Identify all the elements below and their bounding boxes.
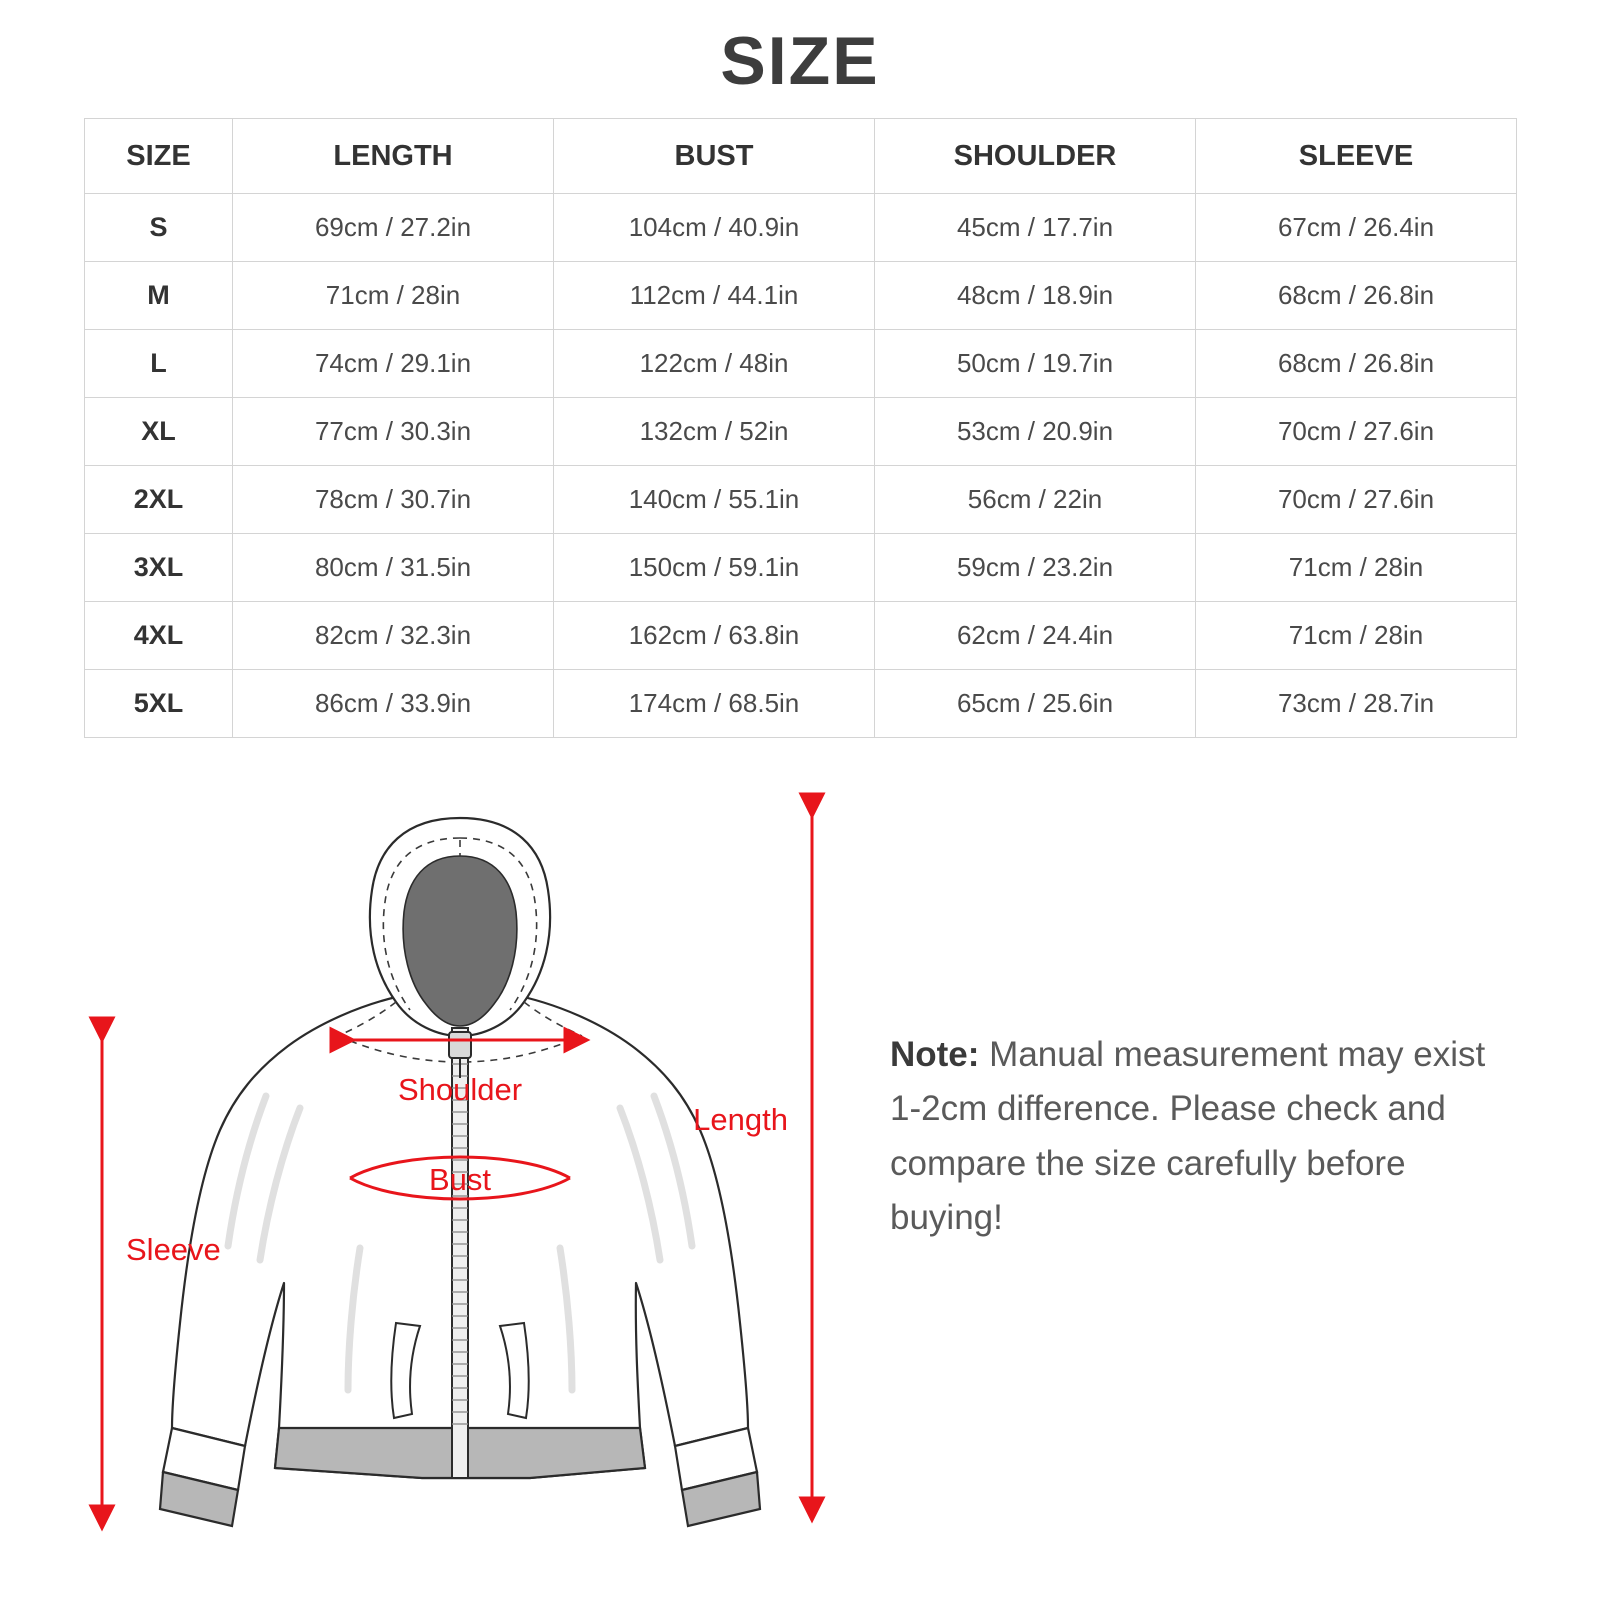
- label-shoulder: Shoulder: [397, 1072, 523, 1107]
- note-text: [890, 1028, 1520, 1245]
- cell-shoulder: 56cm / 22in: [875, 466, 1196, 534]
- cell-sleeve: 68cm / 26.8in: [1196, 262, 1517, 330]
- cell-sleeve: 70cm / 27.6in: [1196, 398, 1517, 466]
- cell-bust: 174cm / 68.5in: [554, 670, 875, 738]
- table-header-row: [85, 119, 1517, 194]
- cell-length: 86cm / 33.9in: [233, 670, 554, 738]
- measurement-guide-section: [0, 778, 1600, 1578]
- cell-sleeve: 71cm / 28in: [1196, 534, 1517, 602]
- note-prefix: Note:: [890, 1035, 980, 1074]
- cell-bust: 132cm / 52in: [554, 398, 875, 466]
- note-body: Manual measurement may exist 1-2cm difference. Please check and compare the size carefully before buying!: [890, 1035, 1486, 1237]
- table-row: [85, 398, 1517, 466]
- table-row: [85, 466, 1517, 534]
- column-header-bust: BUST: [554, 119, 875, 194]
- cell-size: L: [85, 330, 233, 398]
- table-row: [85, 534, 1517, 602]
- table-row: [85, 602, 1517, 670]
- cell-shoulder: 62cm / 24.4in: [875, 602, 1196, 670]
- cell-bust: 122cm / 48in: [554, 330, 875, 398]
- cell-size: 4XL: [85, 602, 233, 670]
- cell-shoulder: 50cm / 19.7in: [875, 330, 1196, 398]
- cell-bust: 112cm / 44.1in: [554, 262, 875, 330]
- cell-size: 3XL: [85, 534, 233, 602]
- cell-length: 82cm / 32.3in: [233, 602, 554, 670]
- column-header-length: LENGTH: [233, 119, 554, 194]
- cell-shoulder: 53cm / 20.9in: [875, 398, 1196, 466]
- cell-bust: 104cm / 40.9in: [554, 194, 875, 262]
- label-sleeve: Sleeve: [126, 1232, 221, 1267]
- cell-sleeve: 73cm / 28.7in: [1196, 670, 1517, 738]
- cell-size: S: [85, 194, 233, 262]
- cell-length: 77cm / 30.3in: [233, 398, 554, 466]
- cell-sleeve: 70cm / 27.6in: [1196, 466, 1517, 534]
- label-length: Length: [693, 1102, 788, 1137]
- cell-length: 78cm / 30.7in: [233, 466, 554, 534]
- cell-size: XL: [85, 398, 233, 466]
- size-table-wrapper: [84, 118, 1516, 738]
- cell-size: M: [85, 262, 233, 330]
- label-bust: Bust: [428, 1162, 492, 1197]
- cell-length: 74cm / 29.1in: [233, 330, 554, 398]
- cell-bust: 162cm / 63.8in: [554, 602, 875, 670]
- column-header-size: SIZE: [85, 119, 233, 194]
- table-row: [85, 194, 1517, 262]
- column-header-shoulder: SHOULDER: [875, 119, 1196, 194]
- cell-bust: 140cm / 55.1in: [554, 466, 875, 534]
- hoodie-diagram: [60, 778, 860, 1568]
- cell-shoulder: 45cm / 17.7in: [875, 194, 1196, 262]
- cell-sleeve: 71cm / 28in: [1196, 602, 1517, 670]
- note-block: [890, 1028, 1520, 1245]
- cell-length: 71cm / 28in: [233, 262, 554, 330]
- cell-sleeve: 68cm / 26.8in: [1196, 330, 1517, 398]
- table-row: [85, 670, 1517, 738]
- cell-size: 2XL: [85, 466, 233, 534]
- cell-length: 80cm / 31.5in: [233, 534, 554, 602]
- cell-size: 5XL: [85, 670, 233, 738]
- table-row: [85, 330, 1517, 398]
- column-header-sleeve: SLEEVE: [1196, 119, 1517, 194]
- cell-length: 69cm / 27.2in: [233, 194, 554, 262]
- table-row: [85, 262, 1517, 330]
- cell-bust: 150cm / 59.1in: [554, 534, 875, 602]
- cell-shoulder: 59cm / 23.2in: [875, 534, 1196, 602]
- size-chart-table: [84, 118, 1517, 738]
- cell-shoulder: 48cm / 18.9in: [875, 262, 1196, 330]
- cell-shoulder: 65cm / 25.6in: [875, 670, 1196, 738]
- cell-sleeve: 67cm / 26.4in: [1196, 194, 1517, 262]
- page-title: SIZE: [720, 23, 880, 99]
